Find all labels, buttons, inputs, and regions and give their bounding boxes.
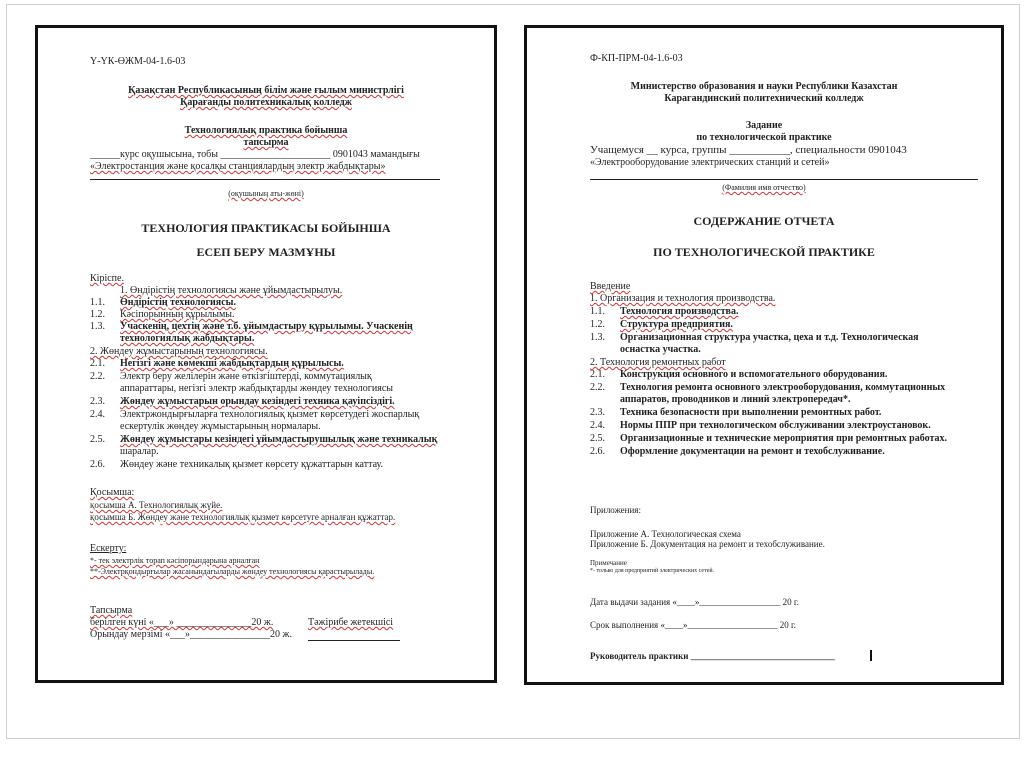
ministry-title: Қазақстан Республикасының білім және ғылым министрлігі (128, 85, 404, 96)
footer-task: Тапсырма (90, 605, 133, 616)
kazakh-task-document (35, 25, 497, 683)
intro-label: Введение (590, 281, 631, 292)
name-caption: (Фамилия имя отчество) (722, 183, 806, 192)
list-item: 2.1. Конструкция основного и вспомогательного оборудования. (590, 369, 888, 380)
report-heading-1: ТЕХНОЛОГИЯ ПРАКТИКАСЫ БОЙЫНША (141, 221, 391, 235)
appendix-a: қосымша А. Технологиялық жүйе. (90, 500, 223, 510)
list-item: 1.2. Структура предприятия. (590, 319, 733, 330)
student-line: Учащемуся __ курса, группы ___________, специальности 0901043 (590, 144, 907, 156)
specialty: «Электрооборудование электрических станций и сетей» (590, 157, 830, 168)
ministry-title: Министерство образования и науки Республики Казахстан (630, 81, 898, 92)
specialty: «Электростанция және қосалқы станциялардың электр жабдықтары» (90, 161, 386, 172)
deadline: Срок выполнения «____»____________________ 20 г. (590, 620, 796, 630)
list-item: 2.4. Нормы ППР при технологическом обслуживании электроустановок. (590, 420, 931, 431)
list-item: 2.2. Электр беру желілерін және өткізгіштерді, коммутациялық (90, 371, 372, 382)
student-line: ______курс оқушысына, тобы ______________________ 0901043 мамандығы (90, 149, 420, 160)
list-item: 2.3. Техника безопасности при выполнении ремонтных работ. (590, 407, 882, 418)
task-label: тапсырма (243, 137, 289, 148)
note-1: *- только для предприятий электрических сетей. (590, 568, 715, 574)
attachment-b: Приложение Б. Документация на ремонт и техобслуживание. (590, 539, 825, 549)
practice-label: по технологической практике (696, 132, 832, 143)
list-item: технологиялық жабдықтары. (120, 333, 255, 344)
document-code: Ү-ҮК-ӨЖМ-04-1.6-03 (90, 56, 186, 67)
text-cursor (870, 650, 872, 661)
footer-supervisor: Тәжірибе жетекшісі (308, 617, 394, 628)
note-title: Примечание (590, 559, 627, 567)
list-item: 2.3. Жөндеу жұмыстарын орындау кезіндегі техника қауіпсіздігі. (90, 396, 395, 407)
supervisor-line: Руководитель практики ________________________________ (590, 651, 835, 661)
list-item: ескертулік жөндеу жұмыстарының нормалары. (120, 421, 321, 432)
list-item: 1.3. Организационная структура участка, цеха и т.д. Технологическая (590, 332, 919, 343)
list-item: 2.6. Жөндеу және техникалық қызмет көрсету құжаттарын каттау. (90, 459, 384, 470)
list-item: 2.1. Негізгі және көмекші жабдықтардың құрылысы. (90, 358, 344, 369)
list-item: 2.6. Оформление документации на ремонт и техобслуживание. (590, 446, 885, 457)
footer-given-date: берілген күні «___» _______________20 ж. (90, 617, 274, 628)
practice-title: Технологиялық практика бойынша (184, 125, 348, 136)
list-item: 2.4. Электржондырғыларға технологиялық қызмет көрсетудегі жоспарлық (90, 409, 420, 420)
name-line (590, 179, 978, 180)
task-label: Задание (745, 120, 783, 131)
footer-deadline: Орындау мерзімі «___»________________20 ж. (90, 629, 292, 640)
list-item: 2.5. Организационные и технические мероприятия при ремонтных работах. (590, 433, 947, 444)
report-heading-1: СОДЕРЖАНИЕ ОТЧЕТА (693, 214, 835, 228)
appendix-b: қосымша Б. Жөндеу және технологиялық қызмет көрсетуге арналған құжаттар. (90, 512, 396, 522)
report-heading-2: ЕСЕП БЕРУ МАЗМҰНЫ (196, 245, 336, 259)
report-heading-2: ПО ТЕХНОЛОГИЧЕСКОЙ ПРАКТИКЕ (653, 245, 875, 259)
note-2: **-Электрқондырғылар жасанындағыларды жөндеу технологиясы қарастырылады. (90, 567, 375, 576)
supervisor-signature-line (308, 640, 400, 641)
document-code: Ф-КП-ПРМ-04-1.6-03 (590, 53, 683, 64)
note-title: Ескерту: (90, 543, 127, 554)
list-item: 2. Технология ремонтных работ (590, 357, 726, 368)
list-item: 1. Өндірістің технологиясы және ұйымдастырылуы. (120, 285, 343, 296)
attachment-a: Приложение А. Технологическая схема (590, 529, 741, 539)
list-item: 1.1. Технология производства. (590, 306, 739, 317)
issue-date: Дата выдачи задания «____»__________________ 20 г. (590, 597, 799, 607)
list-item: 1.3. Учаскенің, цехтің және т.б. ұйымдастыру құрылымы. Учаскенің (90, 321, 413, 332)
list-item: 1. Организация и технология производства. (590, 293, 776, 304)
list-item: 2. Жөндеу жұмыстарының технологиясы. (90, 346, 268, 357)
list-item: 2.2. Технология ремонта основного электрооборудования, коммутационных (590, 382, 946, 393)
college-title: Карагандинский политехнический колледж (664, 93, 864, 104)
name-caption: (оқушының аты-жөні) (228, 189, 304, 198)
note-1: *- тек электрлік торап кәсіпорындарына арналған (90, 556, 260, 565)
college-title: Қарағанды политехникалық колледж (180, 97, 352, 108)
list-item: 1.1. Өндірістің технологиясы. (90, 297, 236, 308)
list-item: 2.5. Жөндеу жұмыстары кезіндегі ұйымдастырушылық және техникалық (90, 434, 438, 445)
attachments-title: Приложения: (590, 505, 641, 515)
intro-label: Кіріспе. (90, 273, 124, 284)
list-item: шаралар. (120, 446, 159, 457)
list-item: аппаратов, проводников и линий электропередач*. (620, 394, 851, 405)
list-item: аппараттары, негізгі электр жабдықтарды жөндеу технологиясы (120, 383, 393, 394)
list-item: оснастка участка. (620, 344, 701, 355)
name-line (90, 179, 440, 180)
russian-task-document (524, 25, 1004, 685)
list-item: 1.2. Кәсіпорынның құрылымы. (90, 309, 235, 320)
appendix-title: Қосымша: (90, 487, 135, 498)
